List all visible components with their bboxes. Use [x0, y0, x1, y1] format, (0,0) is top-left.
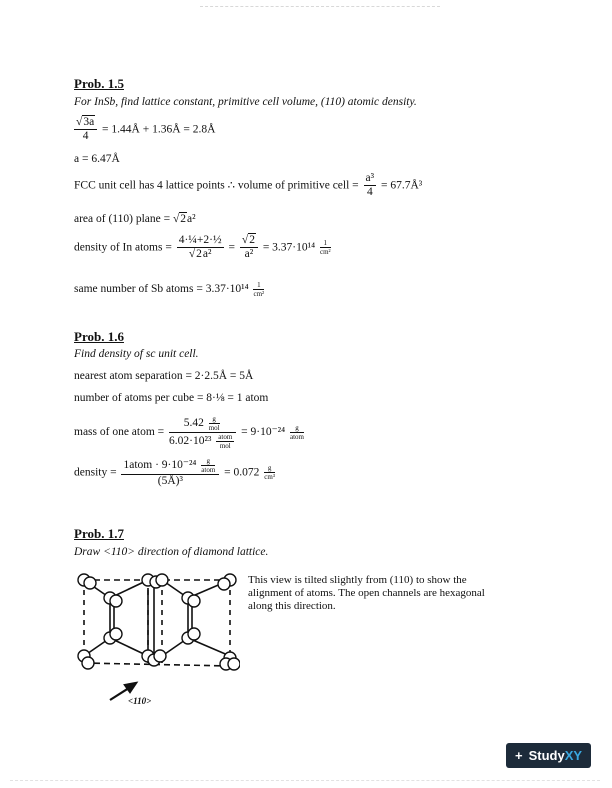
eq-nearest-separation: nearest atom separation = 2·2.5Å = 5Å — [74, 370, 254, 382]
badge-study-text: Study — [528, 748, 565, 763]
eq-atom-mass: mass of one atom = 5.42 $\frac{g}{\text{mol}}$ 6.02·10²³ $\frac{\text{atom}}{\text{mol}}$ = 9·10⁻²⁴ $\frac{g}{\text{atom}}$ — [74, 415, 304, 451]
diamond-lattice-svg — [70, 568, 240, 708]
eq-in-density: density of In atoms = $\frac{\text{4·¼+2·½}}{\text{√2a²}}$ = $\frac{√2}{\text{a²}}$ = 3.37·10¹⁴ $\frac{1}{\text{cm²}}$ — [74, 234, 331, 261]
studyxy-badge[interactable] — [506, 743, 591, 768]
prob-1-5-statement: For InSb, find lattice constant, primitive cell volume, (110) atomic density. — [74, 96, 417, 108]
eq-sb-density: same number of Sb atoms = 3.37·10¹⁴ $\frac{1}{\text{cm²}}$ — [74, 281, 265, 299]
eq-primitive-volume: FCC unit cell has 4 lattice points ∴ volume of primitive cell = $\frac{\text{a³}}{4}$ = 67.7Å³ — [74, 172, 423, 199]
prob-1-5-title: Prob. 1.5 — [74, 76, 124, 91]
scan-artifact-bottom — [10, 780, 600, 781]
prob-1-6-title: Prob. 1.6 — [74, 329, 124, 344]
scan-artifact-top — [200, 6, 440, 7]
eq-lattice-constant: a = 6.47Å — [74, 153, 120, 165]
diamond-lattice-drawing — [70, 568, 240, 708]
prob-1-7-title: Prob. 1.7 — [74, 526, 124, 541]
prob-1-7-statement: Draw <110> direction of diamond lattice. — [74, 546, 269, 558]
prob-1-6-statement: Find density of sc unit cell. — [74, 348, 199, 360]
badge-xy-text: XY — [564, 748, 583, 763]
plus-icon: + — [515, 748, 523, 763]
eq-sc-density: density = 1atom · 9·10⁻²⁴ $\frac{g}{\text{atom}}$ (5Å)³ = 0.072 $\frac{g}{\text{cm³}}$ — [74, 457, 275, 488]
eq-plane-area: area of (110) plane = √2a² — [74, 213, 196, 225]
direction-label: <110> — [128, 696, 152, 706]
eq-atoms-per-cube: number of atoms per cube = 8·⅛ = 1 atom — [74, 392, 269, 404]
eq-lattice-sum: $\frac{√3a}{4}$ = 1.44Å + 1.36Å = 2.8Å — [76, 116, 216, 143]
lattice-description: This view is tilted slightly from (110) to show the alignment of atoms. The open channels are hexagonal along this direction. — [248, 574, 485, 612]
